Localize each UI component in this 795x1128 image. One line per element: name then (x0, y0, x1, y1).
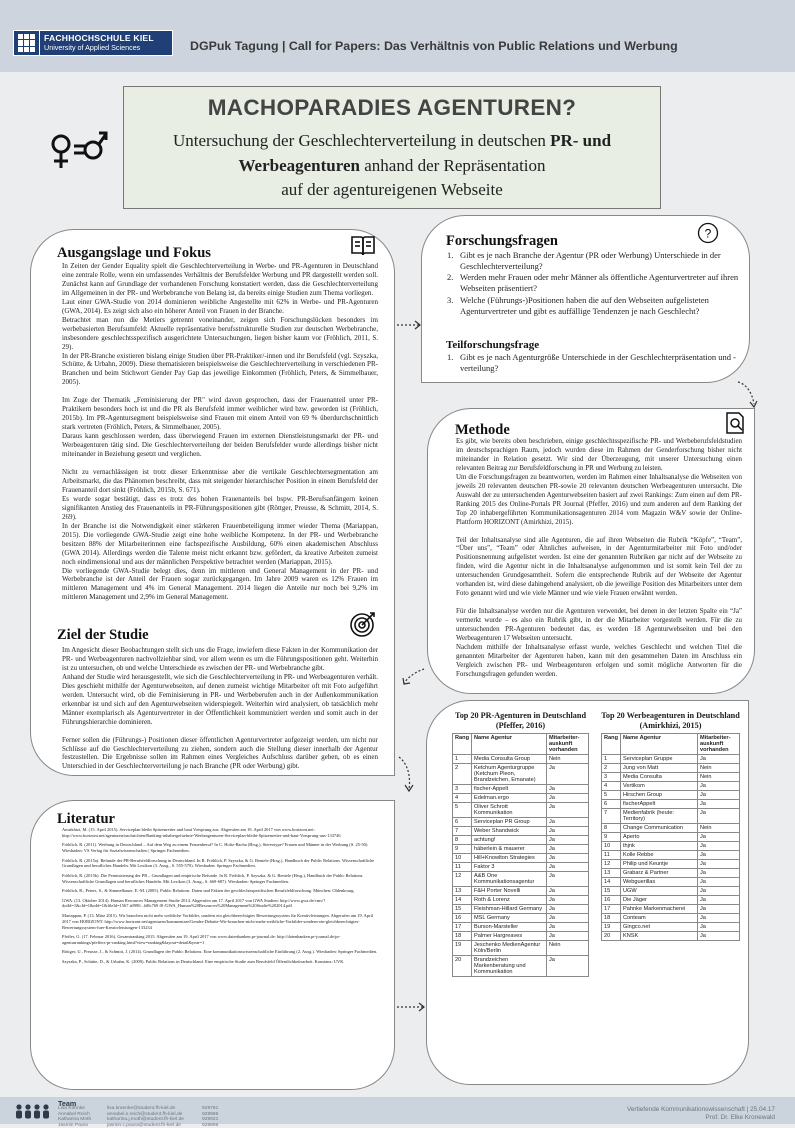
table-row (453, 896, 589, 905)
rank-cell: 16 (602, 896, 621, 905)
agency-name-cell: Kolle Rebbe (620, 851, 697, 860)
ziel-paragraph: Anhand der Studie wird herausgestellt, wie sich die Geschlechterverteilung in PR- und Werbeagenturen verhält. Dies geschieht mithilfe der Agenturwebseiten, auf denen zumeist wichtige Mitarbeiter oft mit Foto aufgeführt werden. Untersucht wird, ob die Feminisierung in PR- und Werbeberufen auch in der Außenkommunikation erkennbar ist und sich auf den Agenturwebseiten widerspiegelt. Weiterhin wird analysiert, ob tatsächlich mehr Männer exemplarisch als Agenturvertreter in der Öffentlichkeit kommuniziert werden und somit auch in der Führungshierarchie dominieren. (62, 673, 378, 727)
staff-info-cell: Ja (547, 905, 589, 914)
staff-info-cell: Nein (698, 764, 740, 773)
agency-name-cell: häberlein & mauerer (471, 845, 546, 854)
agency-name-cell: Conteam (620, 914, 697, 923)
staff-info-cell: Ja (547, 854, 589, 863)
table-row (602, 914, 740, 923)
agency-name-cell: Burson-Marsteller (471, 923, 546, 932)
agency-name-cell: Roth & Lorenz (471, 896, 546, 905)
agency-name-cell: UGW (620, 887, 697, 896)
reference-entry: Fröhlich, R. (2015a). Befunde der PR-Berufsfeldforschung in Deutschland. In R. Fröhlich, P. Szyszka, & G. Bentele (Hrsg.), Handbuch der Public Relations. Wissenschaftliche Grundlagen und berufliches Handeln. Mit Lexikon (3. Ausg., S. 555-570). Wiesbaden: Springer Fachmedien. (62, 858, 380, 870)
member-id: 929781 (202, 1106, 218, 1112)
table-row (602, 833, 740, 842)
subtitle-part-2: anhand der Repräsentation (360, 156, 546, 175)
methode-paragraph: Es gibt, wie bereits oben beschrieben, einige geschlechtsspezifische PR- und Werbeberufsfeldstudien im deutschsprachigen Raum, jedoch wurden diese im Rahmen der Genderforschung bisher nicht miteinander in Relation gesetzt. Wir sind der Überzeugung, mit unserer Untersuchung einen relevanten Beitrag zur Berufsfeldforschung in PR und Werbung zu leisten. (456, 437, 742, 473)
rank-cell: 3 (602, 773, 621, 782)
rank-cell: 15 (453, 905, 472, 914)
member-email: katharina.j.moth@student.fh-kiel.de (107, 1117, 184, 1123)
staff-info-cell: Ja (698, 887, 740, 896)
staff-info-cell: Ja (698, 914, 740, 923)
staff-info-cell: Ja (698, 896, 740, 905)
rank-cell: 12 (453, 872, 472, 887)
literatur-heading: Literatur (57, 811, 115, 828)
agency-name-cell: Hirschen Group (620, 791, 697, 800)
staff-info-cell: Ja (698, 869, 740, 878)
member-email: annabel.s.reich@student.fh-kiel.de (107, 1112, 184, 1118)
table-row (453, 854, 589, 863)
member-name: Annabel Reich (58, 1112, 91, 1118)
rank-cell: 19 (602, 923, 621, 932)
table-row (602, 791, 740, 800)
question-icon (697, 222, 719, 244)
ziel-heading: Ziel der Studie (57, 627, 149, 644)
agency-name-cell: Change Communication (620, 824, 697, 833)
table-row (453, 872, 589, 887)
table-row (453, 845, 589, 854)
table-row (602, 932, 740, 941)
staff-info-cell: Ja (547, 764, 589, 785)
poster-title: MACHOPARADIES AGENTUREN? (124, 95, 660, 121)
ausgangslage-text (62, 262, 378, 602)
pr-ranking-table (452, 711, 589, 977)
rank-cell: 10 (453, 854, 472, 863)
agency-name-cell: achtung! (471, 836, 546, 845)
rank-cell: 17 (453, 923, 472, 932)
table-row (602, 809, 740, 824)
column-header: Name Agentur (471, 734, 546, 755)
table-row (602, 782, 740, 791)
ausgangslage-paragraph: Es wurde sogar bestätigt, dass es trotz des hohen Frauenanteils bei bspw. PR-Berufsanfängern keinen signifikanten Anstieg des Frauenanteils in PR-Führungspositionen gibt (Röttger, Preusse, & Schmitt, 2014, S. 269). (62, 495, 378, 522)
reference-entry: Fröhlich, R. (2011). Werbung in Deutschland – Auf dem Weg zu einem Frauenberuf? In C. Holtz-Bacha (Hrsg.), Stereotype? Frauen und Männer in der Werbung (S. 25-50). Wiesbaden: VS Verlag für Sozialwissenschaften | Springer Fachmedien. (62, 842, 380, 854)
table-row (453, 923, 589, 932)
ziel-paragraph: Ferner sollen die (Führungs-) Positionen dieser öffentlichen Agenturvertreter aufgezeigt werden, um nicht nur Schlüsse auf die Geschlechterverteilung zu ziehen, sondern auch die Stellung dieser innerhalb der Agentur festzustellen. Die Ergebnisse sollen im Rahmen eines Vergleiches Aufschluss darüber geben, ob es einen Unterschied in der Geschlechterverteilung je nach Branche (PR oder Werbung) gibt. (62, 736, 378, 772)
agency-name-cell: Edelman.ergo (471, 794, 546, 803)
agency-name-cell: fischerAppelt (620, 800, 697, 809)
ausgangslage-paragraph: Die vorliegende GWA-Studie belegt dies, denn im mittleren und General Management in der PR- und Werbebranche ist der Anteil der Frauen sogar zurückgegangen. Im Jahre 2009 waren es 12% Frauen im mittleren Management und 4% im General Management. 2014 liegen die Anteile nur noch bei 9,2% im mittleren Management und 2,9% im General Management. (62, 567, 378, 603)
agency-name-cell: Aperto (620, 833, 697, 842)
literatur-card (30, 800, 395, 1090)
rank-cell: 1 (453, 755, 472, 764)
agency-name-cell: Media Consulta (620, 773, 697, 782)
table-row (602, 869, 740, 878)
agency-name-cell: Serviceplan Gruppe (620, 755, 697, 764)
reference-entry: Röttger, U., Preusse, J., & Schmitt, J. (2014). Grundlagen der Public Relations. Eine kommunikationswissenschaftliche Einführung (2. Ausg.). Wiesbaden: Springer Fachmedien. (62, 949, 380, 955)
rank-cell: 14 (602, 878, 621, 887)
rank-cell: 9 (453, 845, 472, 854)
table-row (453, 764, 589, 785)
methode-paragraph: Um die Forschungsfragen zu beantworten, werden im Rahmen einer Inhaltsanalyse die Webseiten von jeweils 20 relevanten deutschen PR-sowie 20 relevanten deutschen Werbeagenturen untersucht. Die Auswahl der zu untersuchenden Agenturwebseiten basiert auf zwei Rankings: Zum einen auf dem PR-Ranking 2015 des Online-Portals PR Journal (Pfeffer, 2016) und zum anderen auf dem Ranking der Top 20 inhabergeführten Kommunikationsagenturen 2014 vom Magazin W&V sowie der Online-Plattform HORIZONT (Amirkhizi, 2015). (456, 473, 742, 527)
logo-grid-icon (14, 30, 40, 56)
table-row (602, 860, 740, 869)
table-row (602, 887, 740, 896)
agency-name-cell: Faktor 3 (471, 863, 546, 872)
table-row (453, 818, 589, 827)
staff-info-cell: Ja (698, 755, 740, 764)
agency-name-cell: KNSK (620, 932, 697, 941)
column-header: Rang (602, 734, 621, 755)
column-header: Name Agentur (620, 734, 697, 755)
agency-name-cell: Oliver Schrott Kommunikation (471, 803, 546, 818)
subtitle-part-1: Untersuchung der Geschlechterverteilung in deutschen (173, 131, 550, 150)
table-row (602, 824, 740, 833)
rankings-card (426, 700, 749, 1085)
column-header: Rang (453, 734, 472, 755)
subtitle-part-3: auf der agentureigenen Webseite (124, 178, 660, 203)
table-row (453, 836, 589, 845)
subtitle-bold-2: Werbeagenturen (238, 156, 360, 175)
logo-line-2: University of Applied Sciences (44, 43, 154, 53)
methode-text (456, 437, 742, 679)
rank-cell: 13 (602, 869, 621, 878)
ausgangslage-card (30, 229, 395, 776)
agency-name-cell: fischer-Appelt (471, 785, 546, 794)
staff-info-cell: Ja (698, 833, 740, 842)
agency-name-cell: Jeschenko MedienAgentur Köln/Berlin (471, 941, 546, 956)
rank-cell: 3 (453, 785, 472, 794)
forschungsfragen-heading: Forschungsfragen (446, 233, 558, 250)
rank-cell: 2 (602, 764, 621, 773)
methode-paragraph: Nachdem mithilfe der Inhaltsanalyse erfasst wurde, welches Geschlecht und welchen Titel die genannten Mitarbeiter der Agenturen haben, kann mit den gesammelten Daten im Anschluss ein Vergleich zwischen PR- und Werbeagenturen erfolgen und somit mögliche Antworten für die Forschungsfragen gefunden werden. (456, 643, 742, 679)
werbung-table-title: Top 20 Werbeagenturen in Deutschland (Amirkhizi, 2015) (601, 711, 740, 730)
agency-name-cell: Pahnke Markenmacherei (620, 905, 697, 914)
staff-info-cell: Ja (698, 842, 740, 851)
agency-name-cell: Die Jäger (620, 896, 697, 905)
staff-info-cell: Ja (547, 785, 589, 794)
table-row (602, 851, 740, 860)
research-question: Gibt es je nach Branche der Agentur (PR oder Werbung) Unterschiede in der Geschlechterverteilung? (460, 250, 743, 271)
reference-entry: Fröhlich, R. (2015b). Die Feminisierung der PR – Grundlagen und empirische Befunde. In R. Fröhlich, P. Szyszka, & G. Bentele (Hrsg.), Handbuch der Public Relations. Wissenschaftliche Grundlagen und berufliches Handeln. Mit Lexikon (3. Ausg., S. 669-687). Wiesbaden: Springer Fachmedien. (62, 873, 380, 885)
methode-heading: Methode (455, 422, 510, 439)
arrow-icon (395, 755, 417, 795)
table-row (602, 755, 740, 764)
table-row (453, 887, 589, 896)
footer-bar (0, 1097, 795, 1124)
ausgangslage-paragraph: Daraus kann geschlossen werden, dass überwiegend Frauen im externen Dienstleistungsmarkt der PR- und Werbeagenturen tätig sind. Die Geschlechterverteilung der beiden Berufsfelder wurde allerdings bisher nicht miteinander in Beziehung gesetzt und verglichen. (62, 432, 378, 459)
staff-info-cell: Ja (547, 896, 589, 905)
agency-name-cell: Webguerillas (620, 878, 697, 887)
magnifier-icon (724, 411, 748, 435)
rank-cell: 14 (453, 896, 472, 905)
teilforschungsfrage-heading: Teilforschungsfrage (446, 339, 539, 351)
table-row (453, 827, 589, 836)
staff-info-cell: Nein (698, 824, 740, 833)
staff-info-cell: Ja (547, 818, 589, 827)
staff-info-cell: Ja (698, 782, 740, 791)
agency-name-cell: Brandzeichen Markenberatung und Kommunikation (471, 956, 546, 977)
course-info: Vertiefende Kommunikationswissenschaft | 25.04.17 (627, 1106, 775, 1113)
gender-equal-icon (48, 120, 108, 175)
staff-info-cell: Ja (547, 863, 589, 872)
rank-cell: 13 (453, 887, 472, 896)
methode-card (427, 408, 755, 694)
agency-name-cell: Media Consulta Group (471, 755, 546, 764)
rank-cell: 2 (453, 764, 472, 785)
rank-cell: 4 (453, 794, 472, 803)
staff-info-cell: Nein (698, 773, 740, 782)
table-row (602, 923, 740, 932)
staff-info-cell: Ja (698, 878, 740, 887)
rank-cell: 18 (602, 914, 621, 923)
staff-info-cell: Ja (698, 800, 740, 809)
rank-cell: 17 (602, 905, 621, 914)
table-row (602, 896, 740, 905)
werbung-ranking-table (601, 711, 740, 941)
sub-question: Gibt es je nach Agenturgröße Unterschiede in der Geschlechterpräsentation und -verteilung? (460, 352, 743, 373)
rank-cell: 7 (602, 809, 621, 824)
methode-paragraph: Für die Inhaltsanalyse werden nur die Agenturen verwendet, bei denen in der letzten Spalte ein “Ja” vermerkt wurde – es also ein Rubrik gibt, in der die Mitarbeiter vorgestellt werden. Für die zu untersuchenden PR-Agenturen bedeutet das, es werden 18 Agenturwebseiten und bei den Werbeagenturen 17 Webseiten untersucht. (456, 607, 742, 643)
table-row (453, 956, 589, 977)
agency-name-cell: A&B One Kommunikationsagentur (471, 872, 546, 887)
subtitle-bold-1: PR- und (550, 131, 611, 150)
staff-info-cell: Ja (547, 794, 589, 803)
member-name: Lisa Köhnke (58, 1106, 91, 1112)
rank-cell: 8 (453, 836, 472, 845)
rank-cell: 7 (453, 827, 472, 836)
table-row (453, 905, 589, 914)
staff-info-cell: Ja (698, 932, 740, 941)
member-name: Katharina Moth (58, 1117, 91, 1123)
column-header: Mitarbeiter-auskunft vorhanden (547, 734, 589, 755)
rank-cell: 16 (453, 914, 472, 923)
arrow-icon (400, 665, 426, 687)
header-title: DGPuk Tagung | Call for Papers: Das Verhältnis von Public Relations und Werbung (190, 39, 678, 53)
staff-info-cell: Nein (547, 755, 589, 764)
rank-cell: 11 (602, 851, 621, 860)
agency-name-cell: Vertikom (620, 782, 697, 791)
table-row (602, 773, 740, 782)
list-item: 1. Gibt es je nach Branche der Agentur (PR oder Werbung) Unterschiede in der Geschlechterverteilung? (447, 250, 743, 271)
research-question-list (447, 250, 743, 317)
rank-cell: 4 (602, 782, 621, 791)
list-item: 2. Werden mehr Frauen oder mehr Männer als öffentliche Agenturvertreter auf ihren Webseiten präsentiert? (447, 272, 743, 293)
agency-name-cell: Philip und Keuntje (620, 860, 697, 869)
staff-info-cell: Ja (698, 809, 740, 824)
table-row (453, 932, 589, 941)
staff-info-cell: Ja (547, 827, 589, 836)
rank-cell: 19 (453, 941, 472, 956)
table-row (602, 905, 740, 914)
agency-name-cell: Weber Shandwick (471, 827, 546, 836)
staff-info-cell: Ja (547, 803, 589, 818)
staff-info-cell: Ja (547, 914, 589, 923)
rank-cell: 20 (453, 956, 472, 977)
rank-cell: 8 (602, 824, 621, 833)
agency-name-cell: Fleishman-Hillard Germany (471, 905, 546, 914)
poster-subtitle (124, 129, 660, 203)
reference-entry: Pfeffer, G. (17. Februar 2016). Gesamtranking 2015. Abgerufen am 19. April 2017 von www.datenbanken.pr-journal.de: http://datenbanken.pr-journal.de/pr-agenturrankings/pfeffers-pr-ranking.html?view=ranking&layout=detail&year=1 (62, 934, 380, 946)
arrow-icon (396, 1000, 426, 1014)
rank-cell: 5 (453, 803, 472, 818)
table-row (453, 914, 589, 923)
ausgangslage-paragraph: In der PR-Branche existieren bislang einige Studien über PR-Praktiker/-innen und ihr Berufsfeld (vgl. Szyszka, Schütte, & Urbahn, 2009). Diese thematisieren beispielsweise die Geschlechterverteilung in verschiedenen PR-Branchen und beim Stichwort Gender Pay Gap das jeweilige Einkommen (Fröhlich, Peters, & Simmelbauer, 2005). (62, 352, 378, 388)
agency-name-cell: Palmer Hargreaves (471, 932, 546, 941)
agency-name-cell: Serviceplan PR Group (471, 818, 546, 827)
list-item: 3. Welche (Führungs-)Positionen haben die auf den Webseiten aufgelisteten Agenturvertreter und gibt es auffällige Tendenzen je nach Geschlecht? (447, 295, 743, 316)
reference-entry: Szyszka, P., Schütte, D., & Urbahn, K. (2009). Public Relations in Deutschland. Eine empirische Studie zum Berufsfeld Öffentlichkeitsarbeit. Konstanz: UVK. (62, 959, 380, 965)
arrow-icon (735, 380, 761, 410)
table-row (453, 785, 589, 794)
member-id: 929896 (202, 1123, 218, 1128)
list-item: 1. Gibt es je nach Agenturgröße Unterschiede in der Geschlechterpräsentation und -verteilung? (447, 352, 743, 373)
agency-name-cell: Hill+Knowlton Strategies (471, 854, 546, 863)
staff-info-cell: Ja (547, 923, 589, 932)
ausgangslage-paragraph: In der Branche ist die Notwendigkeit einer stärkeren Frauenbeteiligung immer wieder Thema (Mariappan, 2015). Die vorliegende GWA-Studie zeigt eine hohe weibliche Kompetenz. In der PR- und Werbebranche besitzen 88% der Mitarbeiterinnen eine fachspezifische Ausbildung, 60% einen akademischen Abschluss (GWA 2014). Allerdings werden die Talente meist nicht erkannt bzw. gefördert, da kreative Arbeiten zumeist noch eindimensional und aus der männlichen Perspektive betrachtet werden (Mariappan, 2015). (62, 522, 378, 567)
ziel-paragraph: Im Angesicht dieser Beobachtungen stellt sich uns die Frage, inwiefern diese Fakten in der Kommunikation der PR- und Werbeagenturen nachvollziehbar sind, vor allem wenn es um die Führungspositionen geht. Weiterhin ist zu untersuchen, ob und welche Unterschiede es zwischen der PR- und Werbebranche gibt. (62, 646, 378, 673)
ausgangslage-paragraph: Im Zuge der Thematik „Feminisierung der PR" wird davon gesprochen, dass der Frauenanteil unter PR-Praktikern besonders hoch ist und die PR als Berufsfeld immer weiblicher wird bzw. geworden ist (Fröhlich, 2015b). Im PR-Agentursegment beispielsweise sind Frauen mit einem Anteil von 69 % überdurchschnittlich stark vertreten (Fröhlich, Peters, & Simmelbauer, 2005). (62, 396, 378, 432)
reference-entry: Fröhlich, R., Peters, S., & Simmelbauer, E.-M. (2005). Public Relations. Daten und Fakten der geschlechtsspezifischen Berufsfeldforschung. München: Oldenbourg. (62, 888, 380, 894)
member-names (58, 1106, 91, 1128)
title-box (123, 86, 661, 209)
agency-name-cell: thjnk (620, 842, 697, 851)
ausgangslage-paragraph: Laut einer GWA-Studie von 2014 dominieren weibliche Angestellte mit 62% in Werbe- und PR-Agenturen (GWA, 2014). Es zeigt sich also ein höherer Anteil von Frauen in der Branche. (62, 298, 378, 316)
team-icon (14, 1103, 52, 1119)
agency-name-cell: Grabarz & Partner (620, 869, 697, 878)
rank-cell: 18 (453, 932, 472, 941)
target-icon (349, 610, 377, 638)
staff-info-cell: Ja (698, 860, 740, 869)
table-row (453, 863, 589, 872)
ausgangslage-heading: Ausgangslage und Fokus (57, 245, 211, 262)
staff-info-cell: Ja (547, 836, 589, 845)
agency-name-cell: Gingco.net (620, 923, 697, 932)
reference-entry: GWA. (13. Oktober 2014). Human Resources Management Studie 2014. Abgerufen am 17. April 2017 von GWA Studien: http://www.gwa.de/cms/?dotId=1&cId=1&nId=1&fileId=1567 a0990...fd8c769 f8 /GWA_Human%20Resources%20Management%20Studie%202014.pdf (62, 898, 380, 910)
table-row (602, 764, 740, 773)
rank-cell: 6 (602, 800, 621, 809)
staff-info-cell: Ja (698, 791, 740, 800)
column-header: Mitarbeiter-auskunft vorhanden (698, 734, 740, 755)
member-name: Jasmin Paura (58, 1123, 91, 1128)
staff-info-cell: Ja (698, 851, 740, 860)
methode-paragraph: Teil der Inhaltsanalyse sind alle Agenturen, die auf ihren Webseiten die Rubrik “Köpfe”, “Team”, “Über uns”, “Team” oder Ähnliches aufweisen, in der Agenturmitarbeiter mit Foto und/oder Positionsnennung aufgelistet werden. Ist eine der genannten Rubriken gar nicht auf der Webseite zu finden, wird die Agentur nicht in die Inhaltsanalyse aufgenommen und ist somit kein Teil der zu untersuchenden Grundgesamtheit. Sofern die entsprechende Rubrik auf der Webseite der Agentur vorhanden ist, wird diese dahingehend analysiert, ob die jeweilige Position des Mitarbeiters unter dem Foto genannt wird und wie viele Männer und wie viele Frauen erwähnt werden. (456, 536, 742, 599)
research-question: Werden mehr Frauen oder mehr Männer als öffentliche Agenturvertreter auf ihren Webseiten präsentiert? (460, 272, 743, 293)
reference-entry: Amirkhizi, M. (15. April 2015). Serviceplan bleibt Spitzenreiter und baut Vorsprung aus. Abgerufen am 19. April 2017 von www.horizont.net: http://www.horizont.net/agenturen/nachrichten/Ranking-inhabergefuehrte-Werbeagenturen-Serviceplan-bleibt-Spitzenreiter-und-baut-Vorsprung-aus-133746 (62, 827, 380, 839)
team-label: Team (58, 1099, 76, 1108)
member-email: jasmin.c.paura@student.fh-kiel.de (107, 1123, 184, 1128)
rank-cell: 12 (602, 860, 621, 869)
member-emails (107, 1106, 184, 1128)
rank-cell: 11 (453, 863, 472, 872)
table-row (453, 794, 589, 803)
svg-text:?: ? (705, 227, 712, 241)
staff-info-cell: Nein (547, 941, 589, 956)
ausgangslage-paragraph: Betrachtet man nun die Metiers getrennt voneinander, zeigen sich Forschungslücken besonders im werbebasierten Berufsumfeld: Aktuelle repräsentative berufsstrukturelle Studien zur deutschen Werbebranche, insbesondere geschlechtsspezifisch ausgerichtete Untersuchungen, liegen bisher kaum vor (Fröhlich, 2011, S. 29). (62, 316, 378, 352)
agency-name-cell: MSL Germany (471, 914, 546, 923)
agency-name-cell: Jung von Matt (620, 764, 697, 773)
staff-info-cell: Ja (547, 932, 589, 941)
rank-cell: 1 (602, 755, 621, 764)
literatur-list (62, 827, 380, 968)
table-row (453, 803, 589, 818)
staff-info-cell: Ja (547, 872, 589, 887)
table-row (453, 755, 589, 764)
logo-line-1: FACHHOCHSCHULE KIEL (44, 33, 154, 43)
agency-name-cell: Ketchum Agenturgruppe (Ketchum Pleon, Brandzeichen, Emanate) (471, 764, 546, 785)
staff-info-cell: Ja (547, 887, 589, 896)
staff-info-cell: Ja (698, 905, 740, 914)
table-row (453, 941, 589, 956)
agency-name-cell: F&H Porter Novelli (471, 887, 546, 896)
table-row (602, 878, 740, 887)
reference-entry: Mariappan, P. (13. März 2015). Wir brauchen nicht mehr weibliche Vorbilder, sondern ein gleichberechtigtes Bewertungssystem für Kreativleistungen. Abgerufen am 19. April 2017 von HORIZONT: http://www.horizont.net/agenturen/kommentare/Gender-Debatte-Wir-brauchen-nicht-mehr-weibliche-Vorbilder-sondern-ein-gleichberechtigtes-Bewertungssystem-fuer-Kreativleistungen-133234 (62, 913, 380, 931)
book-icon (350, 233, 376, 257)
arrow-icon (396, 318, 422, 332)
research-question: Welche (Führungs-)Positionen haben die auf den Webseiten aufgelisteten Agenturvertreter und gibt es auffällige Tendenzen je nach Geschlecht? (460, 295, 743, 316)
staff-info-cell: Ja (698, 923, 740, 932)
rank-cell: 10 (602, 842, 621, 851)
rank-cell: 5 (602, 791, 621, 800)
table-row (602, 800, 740, 809)
table-row (602, 842, 740, 851)
forschungsfragen-card (421, 215, 750, 383)
agency-name-cell: Medienfabrik (heute: Territory) (620, 809, 697, 824)
rank-cell: 9 (602, 833, 621, 842)
staff-info-cell: Ja (547, 845, 589, 854)
member-id: 929985 (202, 1112, 218, 1118)
pr-table-title: Top 20 PR-Agenturen in Deutschland (Pfeffer, 2016) (452, 711, 589, 730)
header-bar (0, 0, 795, 72)
member-ids (202, 1106, 218, 1128)
rank-cell: 6 (453, 818, 472, 827)
sub-question-list (447, 352, 743, 374)
rank-cell: 20 (602, 932, 621, 941)
staff-info-cell: Ja (547, 956, 589, 977)
rank-cell: 15 (602, 887, 621, 896)
ausgangslage-paragraph: In Zeiten der Gender Equality spielt die Geschlechterverteilung in Werbe- und PR-Agenturen in Deutschland eine zentrale Rolle, wenn ein umfassendes Verhältnis der Berufsfelder Werbung und PR dargestellt werden soll. Zunächst kann auf Grundlage der vorhandenen Forschung konstatiert werden, dass die Geschlechterverteilung im Allgemeinen in der PR- und Werbebranche von Belang ist, da bereits einige Studien zum Thema vorliegen. (62, 262, 378, 298)
fh-kiel-logo (13, 30, 173, 56)
member-id: 929921 (202, 1117, 218, 1123)
professor-name: Prof. Dr. Elke Kronewald (705, 1114, 775, 1121)
ausgangslage-paragraph: Nicht zu vernachlässigen ist trotz dieser Erkenntnisse aber die vertikale Geschlechtersegmentation am Arbeitsmarkt, die das Phänomen beschreibt, dass mit steigender hierarchischer Position in einem Berufsfeld der Frauenanteil dort sinkt (Fröhlich, 2015b, S. 671). (62, 468, 378, 495)
member-email: lisa.kroenke@student.fh-kiel.de (107, 1106, 184, 1112)
ziel-text (62, 646, 378, 771)
